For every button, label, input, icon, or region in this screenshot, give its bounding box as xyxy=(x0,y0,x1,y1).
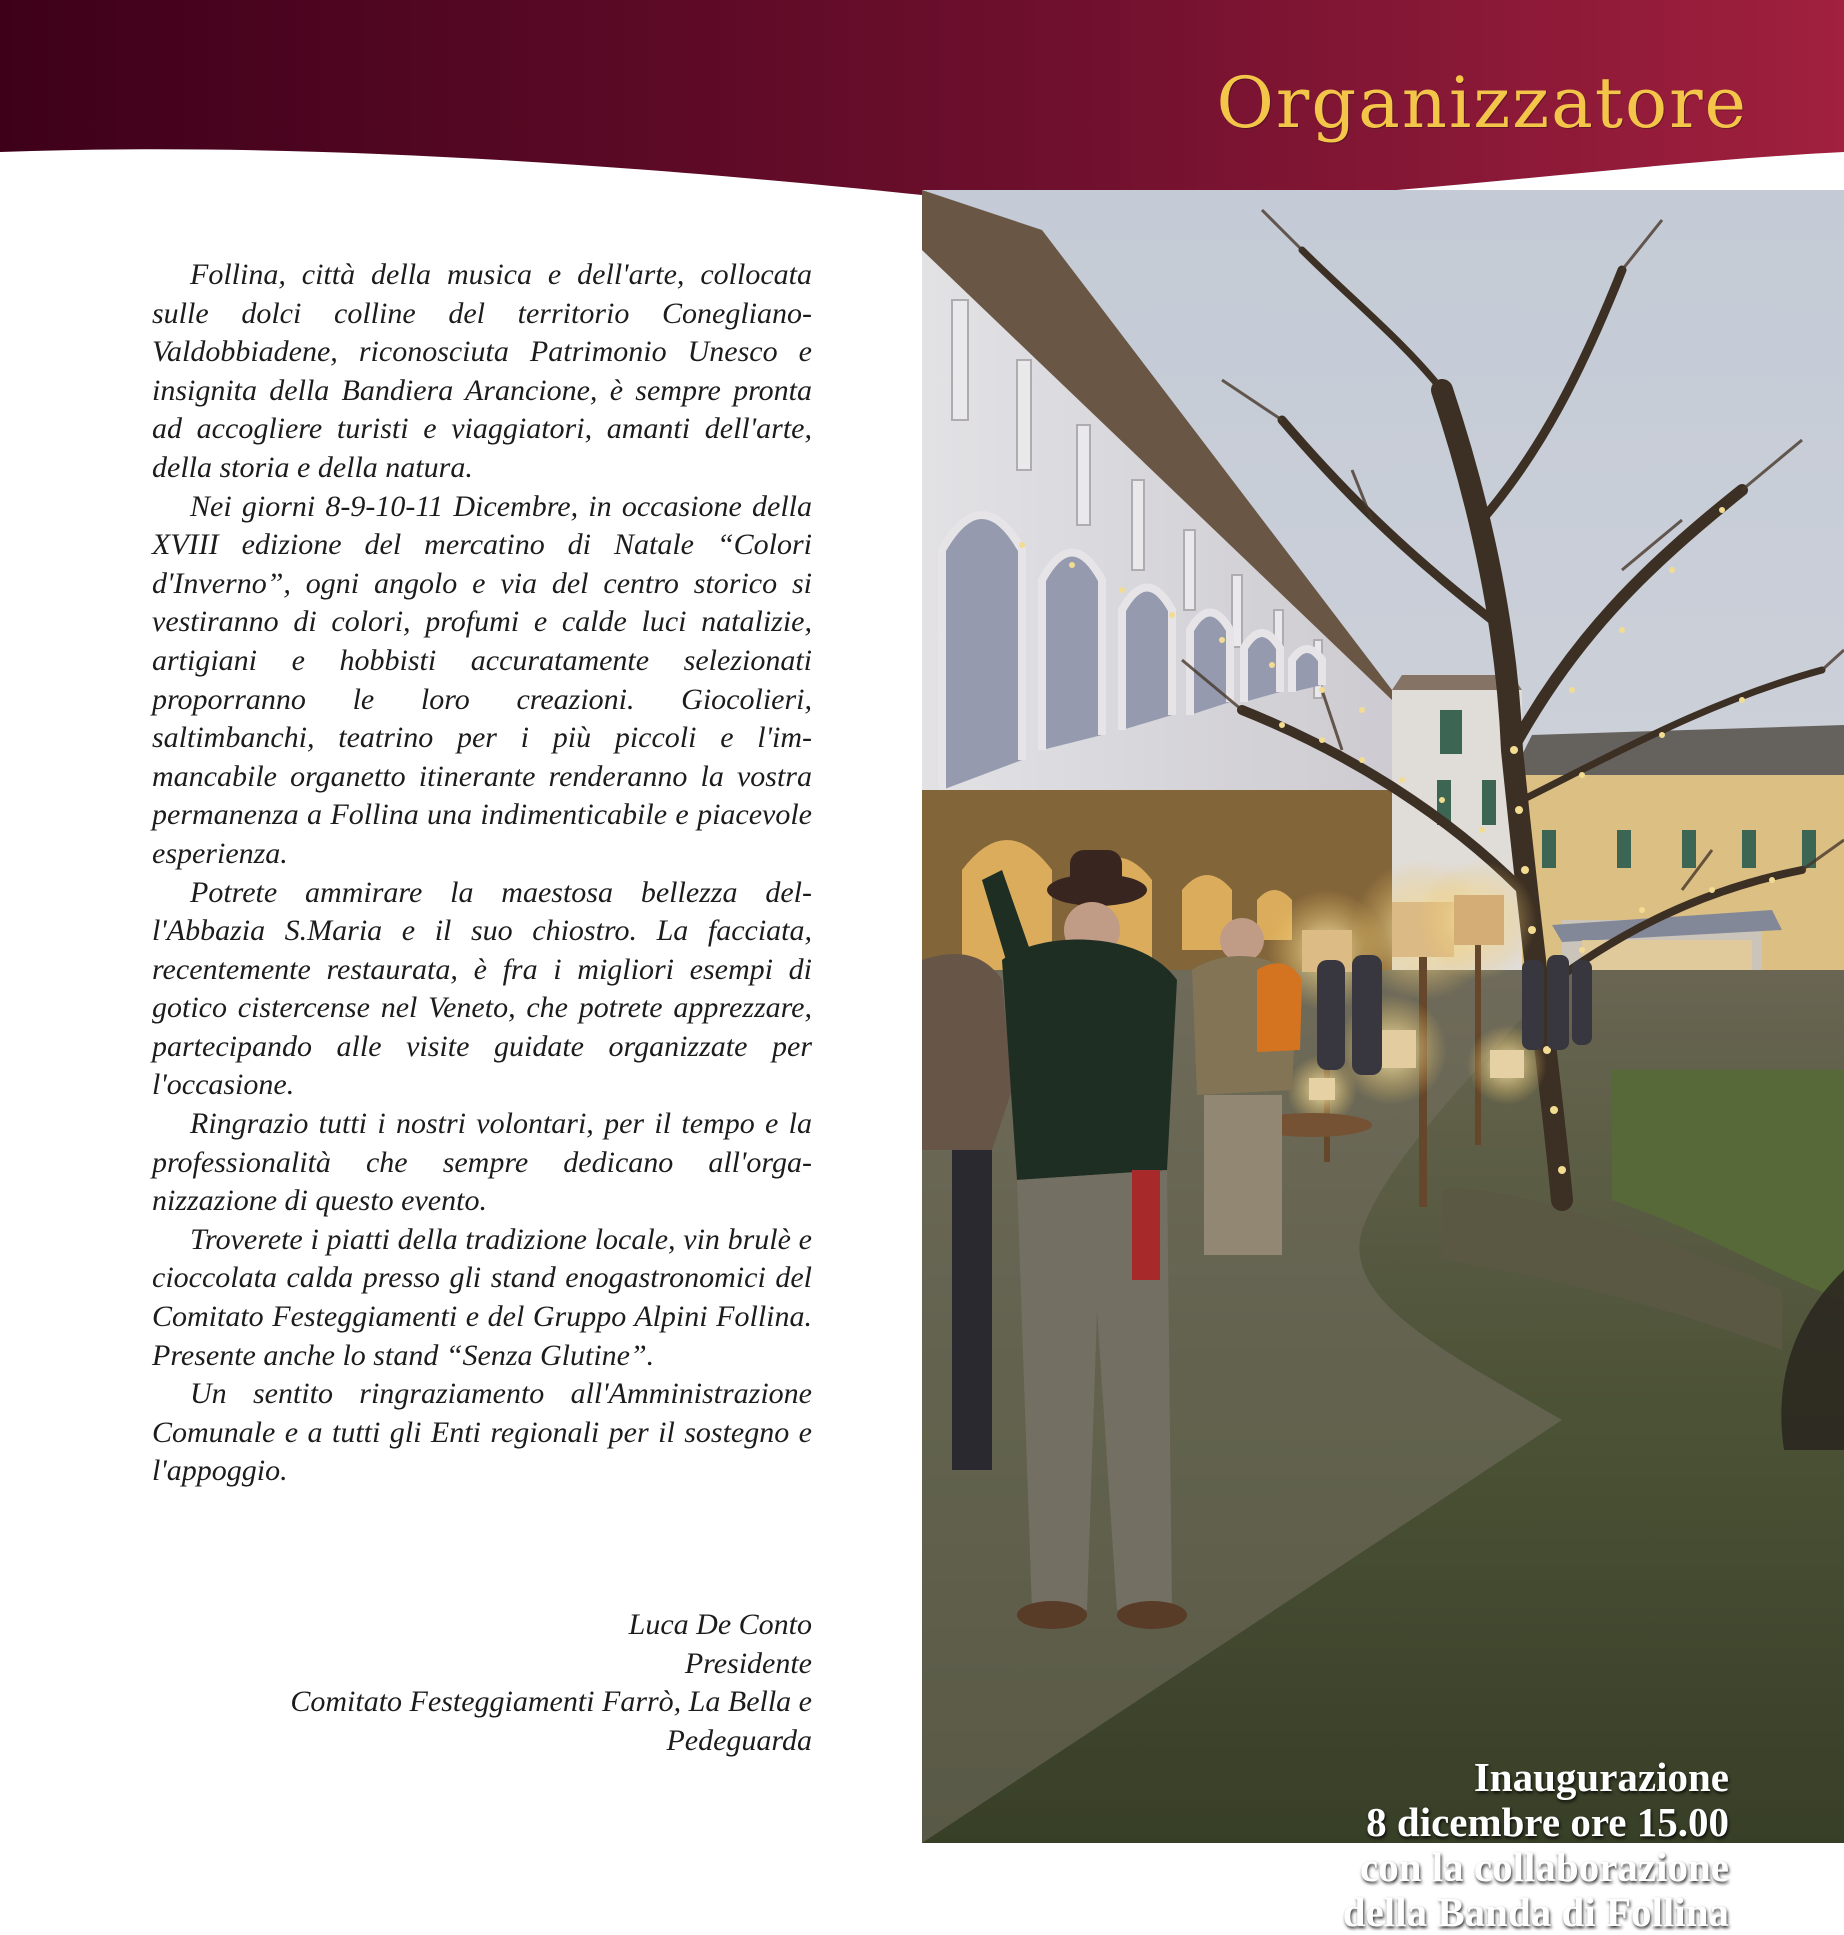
header-band xyxy=(0,0,1844,210)
signature-org: Comitato Festeggiamenti Farrò, La Bella e xyxy=(290,1685,812,1719)
signature-block xyxy=(290,1606,812,1760)
signature-role: Presidente xyxy=(684,1646,812,1680)
page-title: Organizzatore xyxy=(1216,62,1748,144)
cloister-photo xyxy=(922,190,1844,1935)
inauguration-caption xyxy=(1343,1755,1729,1935)
paragraph-intro: Follina, città della musica e dell'arte, collocata sulle dolci colline del territorio Conegliano-Valdobbiadene, riconosciuta Patrimonio Unesco e insignita della Bandiera Arancione, è sempre pronta ad accogliere turisti e viaggiatori, amanti dell'arte, della storia e della natura. xyxy=(152,258,812,484)
inauguration-band: della Banda di Follina xyxy=(1342,1889,1729,1935)
paragraph-food: Troverete i piatti della tradizione locale, vin brulè e cioccolata calda presso gli stand enogastronomici del Comitato Festeggiamenti e del Gruppo Alpini Follina. Presente anche lo stand “Senza Glutine”. xyxy=(152,1222,812,1372)
signature-org-cont: Pedeguarda xyxy=(666,1723,812,1757)
inauguration-collab: con la collaborazione xyxy=(1360,1844,1729,1890)
christmas-market-image xyxy=(922,190,1844,1843)
paragraph-market: Nei giorni 8-9-10-11 Dicembre, in occasione della XVIII edizione del mercatino di Natale “Colori d'Inverno”, ogni angolo e via del centro storico si vestiranno di colori, profumi e calde luci natalizie, artigiani e hobbisti accuratamente selezionati proporranno le loro creazioni. Giocolieri, saltimbanchi, teatrino per i più piccoli e l'immancabile organetto itinerante renderanno la vostra permanenza a Follina una indimenticabile e piacevole esperienza. xyxy=(152,489,812,870)
signature-name: Luca De Conto xyxy=(628,1608,812,1641)
inauguration-datetime: 8 dicembre ore 15.00 xyxy=(1366,1799,1729,1845)
paragraph-volunteers: Ringrazio tutti i nostri volontari, per il tempo e la professionalità che sempre dedicano all'organizzazione di questo evento. xyxy=(152,1107,812,1218)
paragraph-thanks: Un sentito ringraziamento all'Amministrazione Comunale e a tutti gli Enti regionali per il sostegno e l'appoggio. xyxy=(152,1377,812,1488)
paragraph-abbey: Potrete ammirare la maestosa bellezza dell'Abbazia S.Maria e il suo chiostro. La facciata, recentemente restaurata, è fra i migliori esempi di gotico cistercense nel Veneto, che potrete apprezzare, partecipando alle visite guidate organizzate per l'occasione. xyxy=(152,875,812,1102)
body-text xyxy=(152,256,812,1491)
inauguration-title: Inaugurazione xyxy=(1473,1754,1729,1800)
